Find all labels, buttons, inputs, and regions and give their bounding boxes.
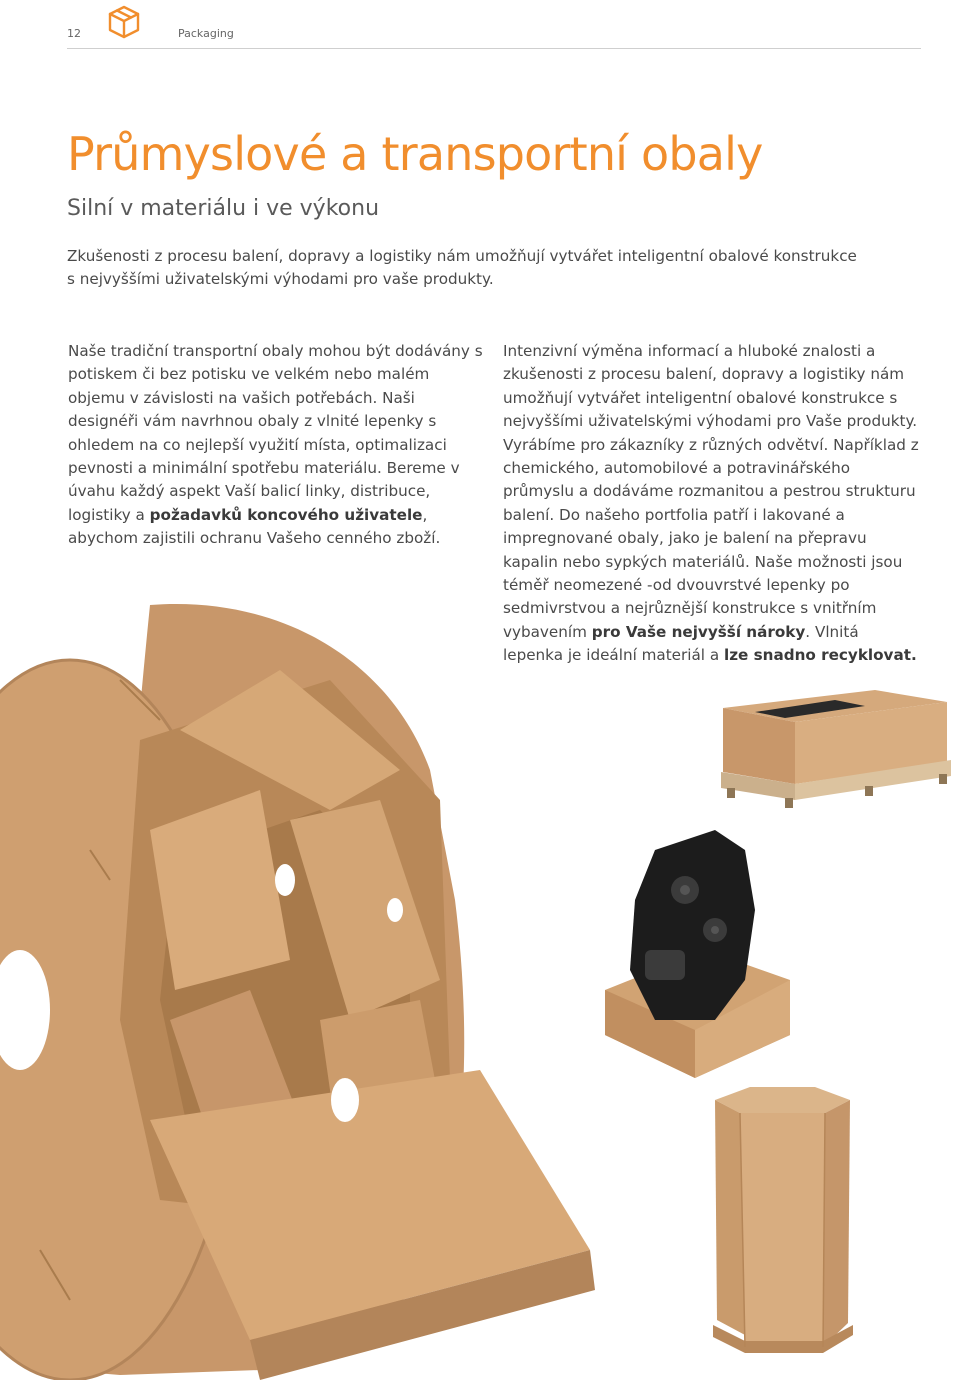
emphasis-end-user: požadavků koncového uživatele: [149, 505, 423, 524]
pallet-box-image: [715, 688, 960, 816]
right-column-text: Intenzivní výměna informací a hluboké znalosti a zkušenosti z procesu balení, dopravy a logistiky nám umožňují vytvářet inteligentní obalové konstrukce s nejvyššími uživatelskými výhodami pro Vaše produkty. Vyrábíme pro zákazníky z různých odvětví. Například z chemického, automobilové a potravinářského průmyslu a dodáváme rozmanitou a pestrou strukturu balení. Do našeho portfolia patří i lakované a impregnované obaly, jako je balení na přepravu kapalin nebo sypkých materiálů. Naše možnosti jsou téměř neomezené -od dvouvrstvé lepenky po sedmivrstvou a nejrůznější konstrukce s vnitřním vybavením pro Vaše nejvyšší nároky. Vlnitá lepenka je ideální materiál a lze snadno recyklovat.: [503, 342, 919, 665]
intro-paragraph: Zkušenosti z procesu balení, dopravy a logistiky nám umožňují vytvářet inteligentní obalové konstrukce s nejvyššími uživatelskými výhodami pro vaše produkty.: [67, 247, 857, 289]
page-number: 12: [67, 27, 81, 40]
header-divider: [67, 48, 921, 49]
emphasis-recyclable: lze snadno recyklovat.: [723, 646, 917, 665]
page-subtitle: Silní v materiálu i ve výkonu: [67, 196, 380, 221]
section-name: Packaging: [178, 27, 234, 40]
cardboard-reel-image: [0, 600, 600, 1380]
box-icon: [106, 2, 142, 40]
left-column-text: Naše tradiční transportní obaly mohou být dodávány s potiskem či bez potisku ve velkém nebo malém objemu v závislosti na vašich potřebách. Naši designéři vám navrhnou obaly z vlnité lepenky s ohledem na co nejlepší využití místa, optimalizaci pevnosti a minimální spotřebu materiálu. Bereme v úvahu každý aspekt Vaší balicí linky, distribuce, logistiky a požadavků koncového uživatele, abychom zajistili ochranu Vašeho cenného zboží.: [68, 342, 483, 548]
page-title: Průmyslové a transportní obaly: [67, 127, 763, 181]
emphasis-requirements: pro Vaše nejvyšší nároky: [591, 622, 806, 641]
engine-packaging-image: [595, 830, 795, 1080]
octabin-container-image: [705, 1085, 860, 1365]
